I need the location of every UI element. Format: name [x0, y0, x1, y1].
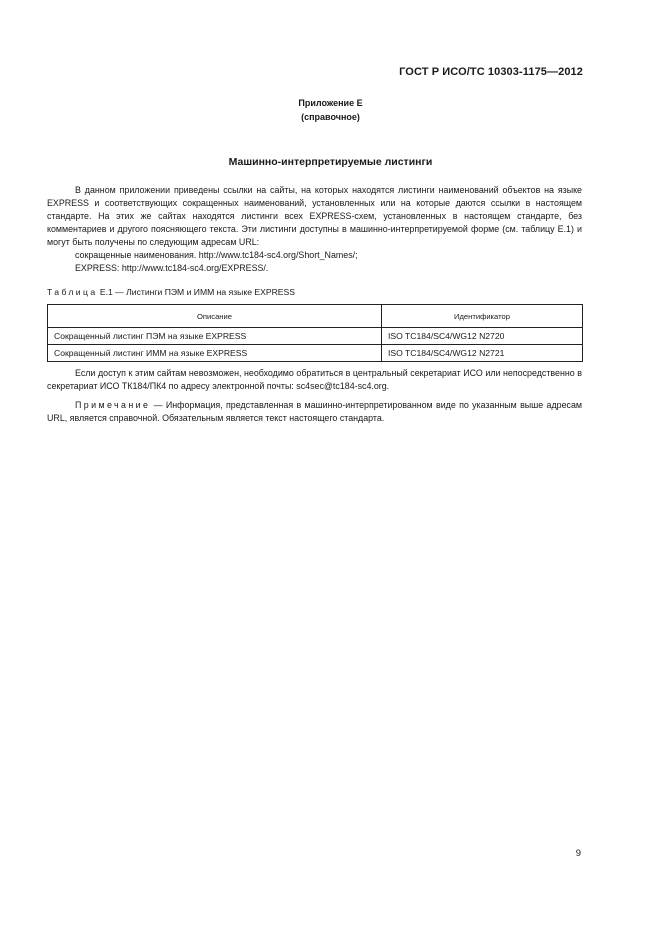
table-caption-word: Таблица	[47, 287, 98, 297]
appendix-type: (справочное)	[301, 112, 360, 122]
note-body: — Информация, представленная в машинно-интерпретированном виде по указанным выше адресам URL, является справочной. Обязательным является текст настоящего стандарта.	[47, 400, 582, 423]
table-cell-identifier: ISO TC184/SC4/WG12 N2720	[382, 328, 583, 345]
table-row	[48, 345, 583, 362]
column-header-description: Описание	[48, 305, 382, 328]
table-row	[48, 328, 583, 345]
listings-table	[47, 304, 583, 362]
access-text: Если доступ к этим сайтам невозможен, необходимо обратиться в центральный секретариат ИСО или непосредственно в секретариат ИСО ТК184/ПК4 по адресу электронной почты: sc4sec@tc184-sc4.org.	[47, 368, 582, 391]
appendix-label: Приложение Е	[298, 98, 363, 108]
note-label: Примечание	[75, 400, 151, 410]
table-header-row	[48, 305, 583, 328]
table-cell-description: Сокращенный листинг ИММ на языке EXPRESS	[48, 345, 382, 362]
url-express: EXPRESS: http://www.tc184-sc4.org/EXPRESS/.	[75, 263, 269, 273]
section-title: Машинно-интерпретируемые листинги	[228, 156, 433, 168]
table-caption-rest: Е.1 — Листинги ПЭМ и ИММ на языке EXPRESS	[97, 287, 295, 297]
page-number: 9	[575, 848, 581, 859]
standard-code: ГОСТ Р ИСО/ТС 10303-1175—2012	[399, 66, 583, 78]
table-cell-description: Сокращенный листинг ПЭМ на языке EXPRESS	[48, 328, 382, 345]
intro-paragraph	[47, 184, 582, 249]
url-short-names: сокращенные наименования. http://www.tc184-sc4.org/Short_Names/;	[75, 250, 358, 260]
table-caption	[47, 287, 295, 297]
note-text	[47, 399, 582, 425]
column-header-identifier: Идентификатор	[382, 305, 583, 328]
note-paragraph	[47, 399, 582, 425]
access-paragraph	[47, 367, 582, 393]
intro-text: В данном приложении приведены ссылки на сайты, на которых находятся листинги наименований объектов на языке EXPRESS и соответствующих сокращенных наименований, установленных или на которые даются ссылки в настоящем стандарте. На этих же сайтах находятся листинги всех EXPRESS-схем, установленных в настоящем стандарте, без комментариев и другого поясняющего текста. Эти листинги доступны в машинно-интерпретируемой форме (см. таблицу Е.1) и могут быть получены по следующим адресам URL:	[47, 185, 582, 247]
table-cell-identifier: ISO TC184/SC4/WG12 N2721	[382, 345, 583, 362]
appendix-heading	[0, 96, 661, 124]
